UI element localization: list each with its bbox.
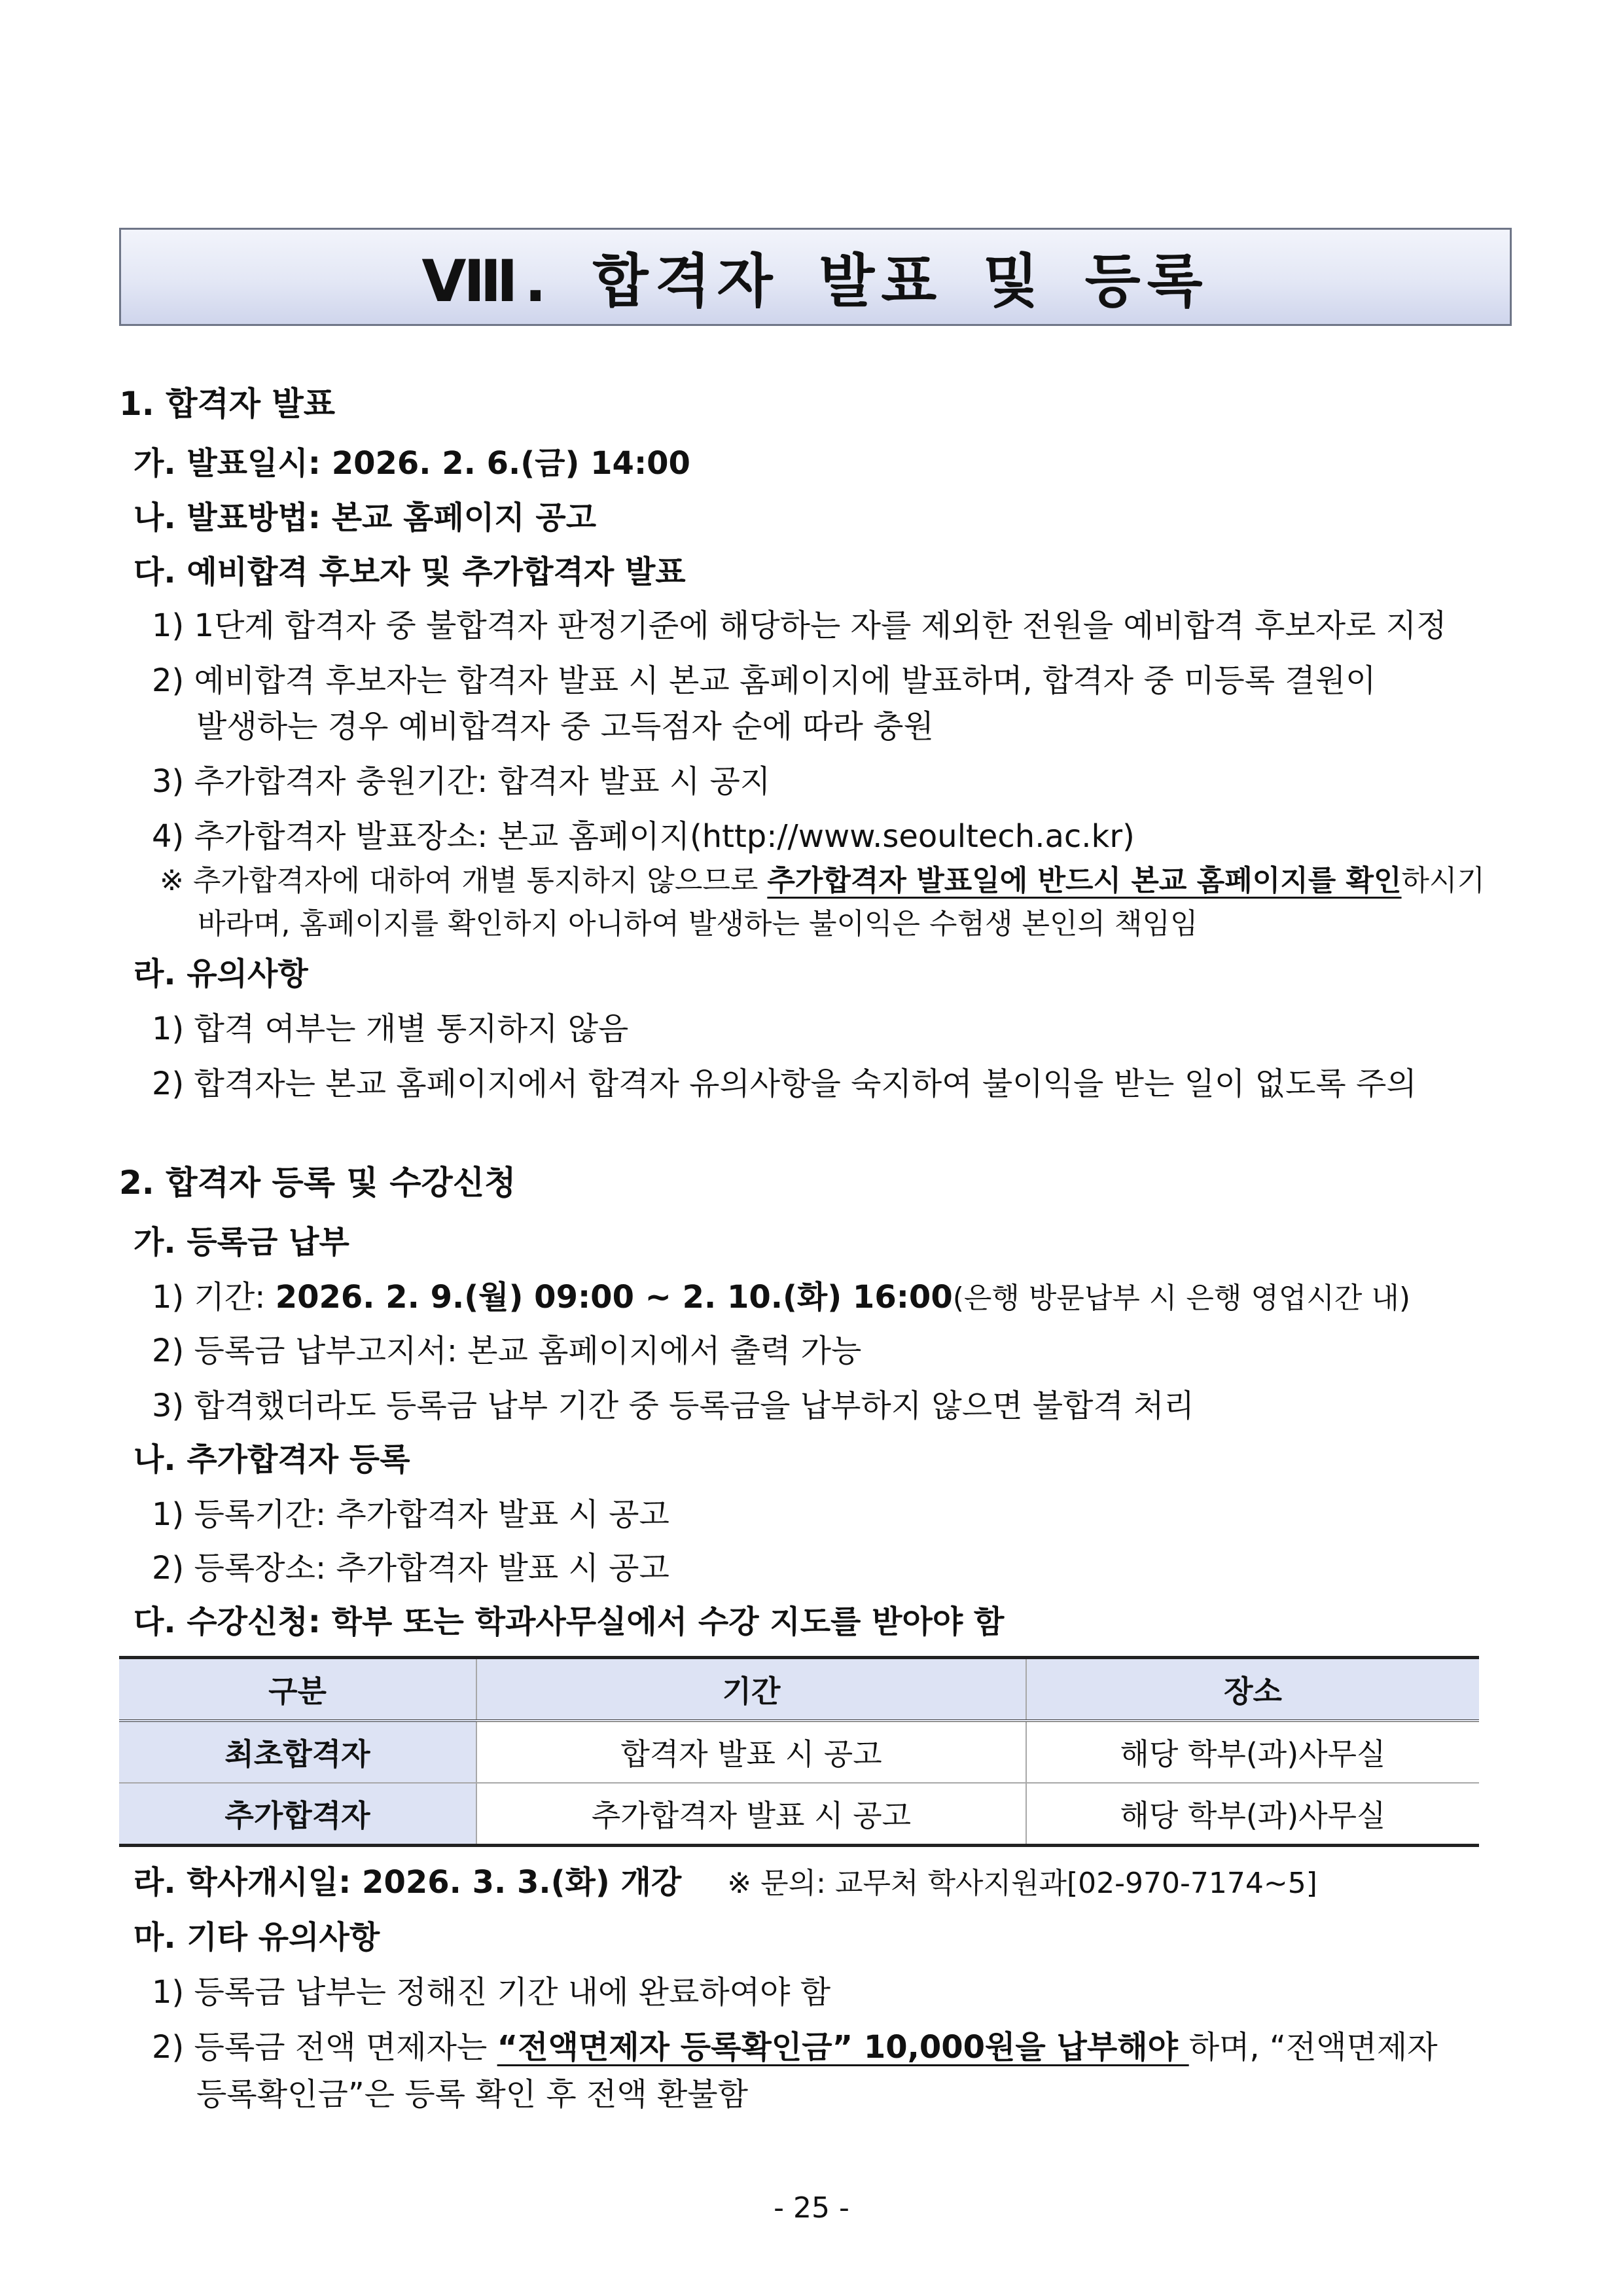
- reserve-note: [160, 864, 1486, 897]
- announce-method: 나. 발표방법: 본교 홈페이지 공고: [134, 499, 597, 536]
- reserve-item-4: 4) 추가합격자 발표장소: 본교 홈페이지(http://www.seoultech.ac.kr): [152, 818, 1135, 855]
- tuition-period: [152, 1279, 1411, 1316]
- caution-heading: 라. 유의사항: [134, 956, 308, 992]
- reserve-note-tail: 하시기: [1401, 864, 1486, 897]
- reserve-item-3: 3) 추가합격자 충원기간: 합격자 발표 시 공지: [152, 763, 771, 800]
- table-cell: 추가합격자 발표 시 공고: [476, 1783, 1026, 1846]
- additional-registration-heading: 나. 추가합격자 등록: [134, 1441, 410, 1478]
- course-registration-table: [119, 1656, 1479, 1847]
- other-notes-heading: 마. 기타 유의사항: [134, 1919, 380, 1956]
- table-cell: 합격자 발표 시 공고: [476, 1721, 1026, 1783]
- heading-registration: 2. 합격자 등록 및 수강신청: [119, 1164, 516, 1202]
- table-row-label: 최초합격자: [119, 1721, 476, 1783]
- reserve-note-emphasis: 추가합격자 발표일에 반드시 본교 홈페이지를 확인: [767, 864, 1402, 897]
- table-header-cell: 구분: [119, 1658, 476, 1721]
- reserve-item-2-cont: 발생하는 경우 예비합격자 중 고득점자 순에 따라 충원: [196, 708, 934, 745]
- tuition-heading: 가. 등록금 납부: [134, 1224, 349, 1261]
- additional-reg-period: 1) 등록기간: 추가합격자 발표 시 공고: [152, 1496, 669, 1533]
- caution-item-2: 2) 합격자는 본교 홈페이지에서 합격자 유의사항을 숙지하여 불이익을 받는 일이 없도록 주의: [152, 1066, 1417, 1102]
- tuition-period-dates: 2026. 2. 9.(월) 09:00 ~ 2. 10.(화) 16:00: [275, 1279, 953, 1316]
- tuition-notice: 2) 등록금 납부고지서: 본교 홈페이지에서 출력 가능: [152, 1333, 862, 1369]
- tuition-warning: 3) 합격했더라도 등록금 납부 기간 중 등록금을 납부하지 않으면 불합격 처리: [152, 1388, 1194, 1424]
- table-cell: 해당 학부(과)사무실: [1026, 1783, 1479, 1846]
- announce-date: 가. 발표일시: 2026. 2. 6.(금) 14:00: [134, 445, 690, 482]
- tuition-period-note: (은행 방문납부 시 은행 영업시간 내): [952, 1282, 1411, 1315]
- table-row: [119, 1783, 1479, 1846]
- table-header-cell: 장소: [1026, 1658, 1479, 1721]
- other-note-2-text: 2) 등록금 전액 면제자는: [152, 2029, 497, 2066]
- caution-item-1: 1) 합격 여부는 개별 통지하지 않음: [152, 1011, 629, 1047]
- table-cell: 해당 학부(과)사무실: [1026, 1721, 1479, 1783]
- other-note-1: 1) 등록금 납부는 정해진 기간 내에 완료하여야 함: [152, 1974, 831, 2011]
- reserve-heading: 다. 예비합격 후보자 및 추가합격자 발표: [134, 554, 686, 590]
- semester-start-date: 라. 학사개시일: 2026. 3. 3.(화) 개강: [134, 1864, 682, 1901]
- table-header-cell: 기간: [476, 1658, 1026, 1721]
- reserve-note-text: ※ 추가합격자에 대하여 개별 통지하지 않으므로: [160, 864, 768, 897]
- table-header-row: [119, 1658, 1479, 1721]
- heading-announcement: 1. 합격자 발표: [119, 385, 336, 423]
- table-row: [119, 1721, 1479, 1783]
- other-note-2-cont: 등록확인금”은 등록 확인 후 전액 환불함: [196, 2076, 749, 2113]
- reserve-note-cont: 바라며, 홈페이지를 확인하지 아니하여 발생하는 불이익은 수험생 본인의 책임임: [198, 907, 1198, 941]
- table-row-label: 추가합격자: [119, 1783, 476, 1846]
- semester-start: [134, 1864, 1317, 1901]
- other-note-2-emphasis: “전액면제자 등록확인금” 10,000원을 납부해야: [497, 2029, 1189, 2066]
- page-number: - 25 -: [774, 2191, 849, 2225]
- reserve-item-2: 2) 예비합격 후보자는 합격자 발표 시 본교 홈페이지에 발표하며, 합격자 중 미등록 결원이: [152, 662, 1376, 699]
- section-title-box: [119, 228, 1512, 326]
- reserve-item-1: 1) 1단계 합격자 중 불합격자 판정기준에 해당하는 자를 제외한 전원을 예비합격 후보자로 지정: [152, 607, 1447, 644]
- contact-note: ※ 문의: 교무처 학사지원과[02-970-7174~5]: [727, 1867, 1317, 1900]
- other-note-2: [152, 2029, 1438, 2066]
- course-registration-heading: 다. 수강신청: 학부 또는 학과사무실에서 수강 지도를 받아야 함: [134, 1604, 1005, 1640]
- additional-reg-place: 2) 등록장소: 추가합격자 발표 시 공고: [152, 1550, 669, 1587]
- tuition-period-label: 1) 기간:: [152, 1279, 276, 1316]
- other-note-2-tail: 하며, “전액면제자: [1188, 2029, 1438, 2066]
- section-title: Ⅷ. 합격자 발표 및 등록: [421, 247, 1209, 315]
